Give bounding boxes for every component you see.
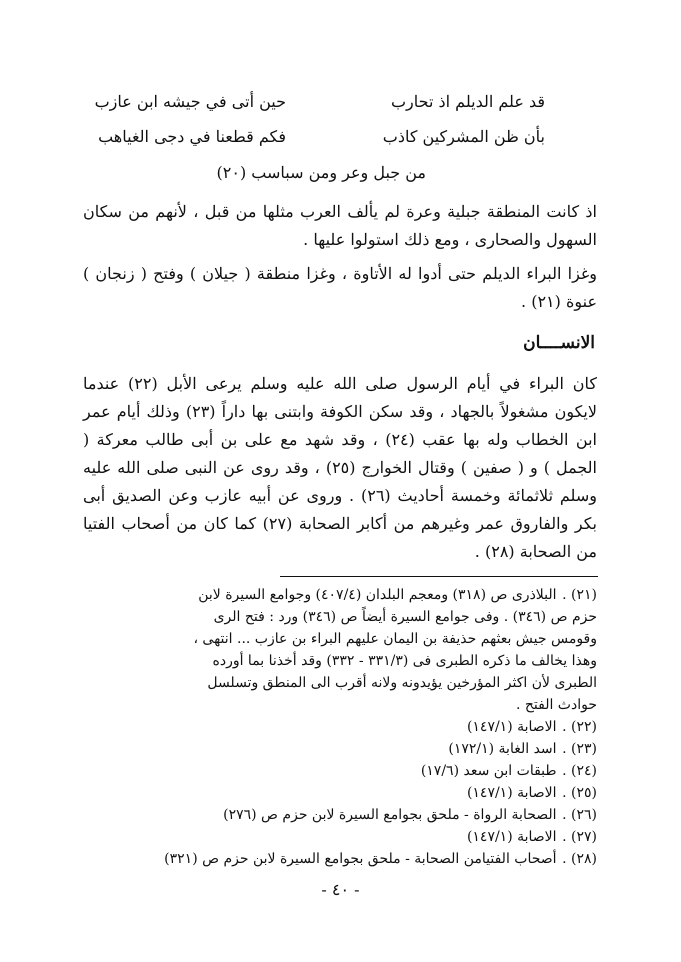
footnote-line	[79, 716, 597, 738]
footnote-number: (٢٧) .	[562, 829, 597, 845]
footnote-text: أصحاب الفتيامن الصحابة - ملحق بجوامع السيرة لابن حزم ص (٣٢١)	[164, 851, 557, 867]
footnote-text: اسد الغابة (١٧٢/١)	[448, 741, 557, 757]
footnote-line	[79, 804, 597, 826]
footnote-line: الطبرى لأن اكثر المؤرخين يؤيدونه ولانه أقرب الى المنطق وتسلسل	[207, 675, 597, 691]
poem-line-1-right: قد علم الديلم اذ تحارب	[390, 92, 545, 111]
footnote-text: الصحابة الرواة - ملحق بجوامع السيرة لابن حزم ص (٢٧٦)	[223, 807, 557, 823]
paragraph-terrain	[83, 198, 597, 254]
footnote-line: حزم ص (٣٤٦) . وفى جوامع السيرة أيضاً ص (٣٤٦) ورد : فتح الرى	[213, 609, 597, 625]
footnote-separator	[280, 576, 598, 577]
section-heading: الانســــان	[523, 333, 595, 353]
footnote-number: (٢٣) .	[562, 741, 597, 757]
paragraph-text: وغزا البراء الديلم حتى أدوا له الأتاوة ، وغزا منطقة ( جيلان ) وفتح ( زنجان ) عنوة (٢١) .	[83, 264, 597, 311]
footnote-text: الاصابة (١٤٧/١)	[466, 719, 557, 735]
footnote-text: البلاذرى ص (٣١٨) ومعجم البلدان (٤٠٧/٤) وجوامع السيرة لابن	[198, 587, 557, 603]
footnote-line	[79, 848, 597, 870]
paragraph-conquest	[83, 260, 597, 316]
paragraph-biography	[83, 370, 597, 566]
footnote-number: (٢٥) .	[562, 785, 597, 801]
footnote-line	[79, 760, 597, 782]
page-number: - ٤٠ -	[321, 880, 360, 899]
footnote-23	[79, 738, 597, 760]
poem-line-1-left: حين أتى في جيشه ابن عازب	[94, 92, 286, 111]
poem-line-2-left: فكم قطعنا في دجى الغياهب	[98, 127, 286, 146]
footnote-line: حوادث الفتح .	[515, 697, 597, 713]
footnote-line	[79, 584, 597, 606]
paragraph-text: كان البراء في أيام الرسول صلى الله عليه وسلم يرعى الأبل (٢٢) عندما لايكون مشغولاً بالجهاد ، وقد سكن الكوفة وابتنى بها داراً (٢٣) وذلك أيام عمر ابن الخطاب وله بها عقب (٢٤) ، وقد شهد مع على بن أبى طالب معركة ( الجمل ) و ( صفين ) وقتال الخوارج (٢٥) ، وقد روى عن النبى صلى الله عليه وسلم ثلاثمائة وخمسة أحاديث (٢٦) . وروى عن أبيه عازب وعن الصديق أبى بكر والفاروق عمر وغيرهم من أكابر الصحابة (٢٧) كما كان من أصحاب الفتيا من الصحابة (٢٨) .	[83, 374, 598, 561]
footnote-line	[79, 782, 597, 804]
footnote-25	[79, 782, 597, 804]
footnote-28	[79, 848, 597, 870]
footnote-22	[79, 716, 597, 738]
footnote-text: الاصابة (١٤٧/١)	[466, 829, 557, 845]
footnote-26	[79, 804, 597, 826]
footnote-line: وقومس جيش بعثهم حذيفة بن اليمان عليهم البراء بن عازب ... انتهى ،	[193, 631, 597, 647]
footnote-number: (٢٤) .	[562, 763, 597, 779]
footnote-line	[79, 826, 597, 848]
footnote-21	[79, 584, 597, 716]
footnote-24	[79, 760, 597, 782]
paragraph-text: اذ كانت المنطقة جبلية وعرة لم يألف العرب مثلها من قبل ، لأنهم من سكان السهول والصحارى ، ومع ذلك استولوا عليها .	[83, 202, 597, 249]
footnote-text: الاصابة (١٤٧/١)	[466, 785, 557, 801]
footnote-line	[79, 738, 597, 760]
footnote-number: (٢٢) .	[562, 719, 597, 735]
footnote-number: (٢٨) .	[562, 851, 597, 867]
poem-line-3: من جبل وعر ومن سباسب (٢٠)	[216, 163, 426, 182]
footnote-number: (٢٦) .	[562, 807, 597, 823]
footnote-number: (٢١) .	[562, 587, 597, 603]
footnote-line: وهذا يخالف ما ذكره الطبرى فى (٣٣١/٣ - ٣٣٢) وقد أخذنا بما أورده	[212, 653, 597, 669]
footnote-27	[79, 826, 597, 848]
footnote-text: طبقات ابن سعد (١٧/٦)	[420, 763, 557, 779]
poem-line-2-right: بأن ظن المشركين كاذب	[382, 127, 545, 146]
